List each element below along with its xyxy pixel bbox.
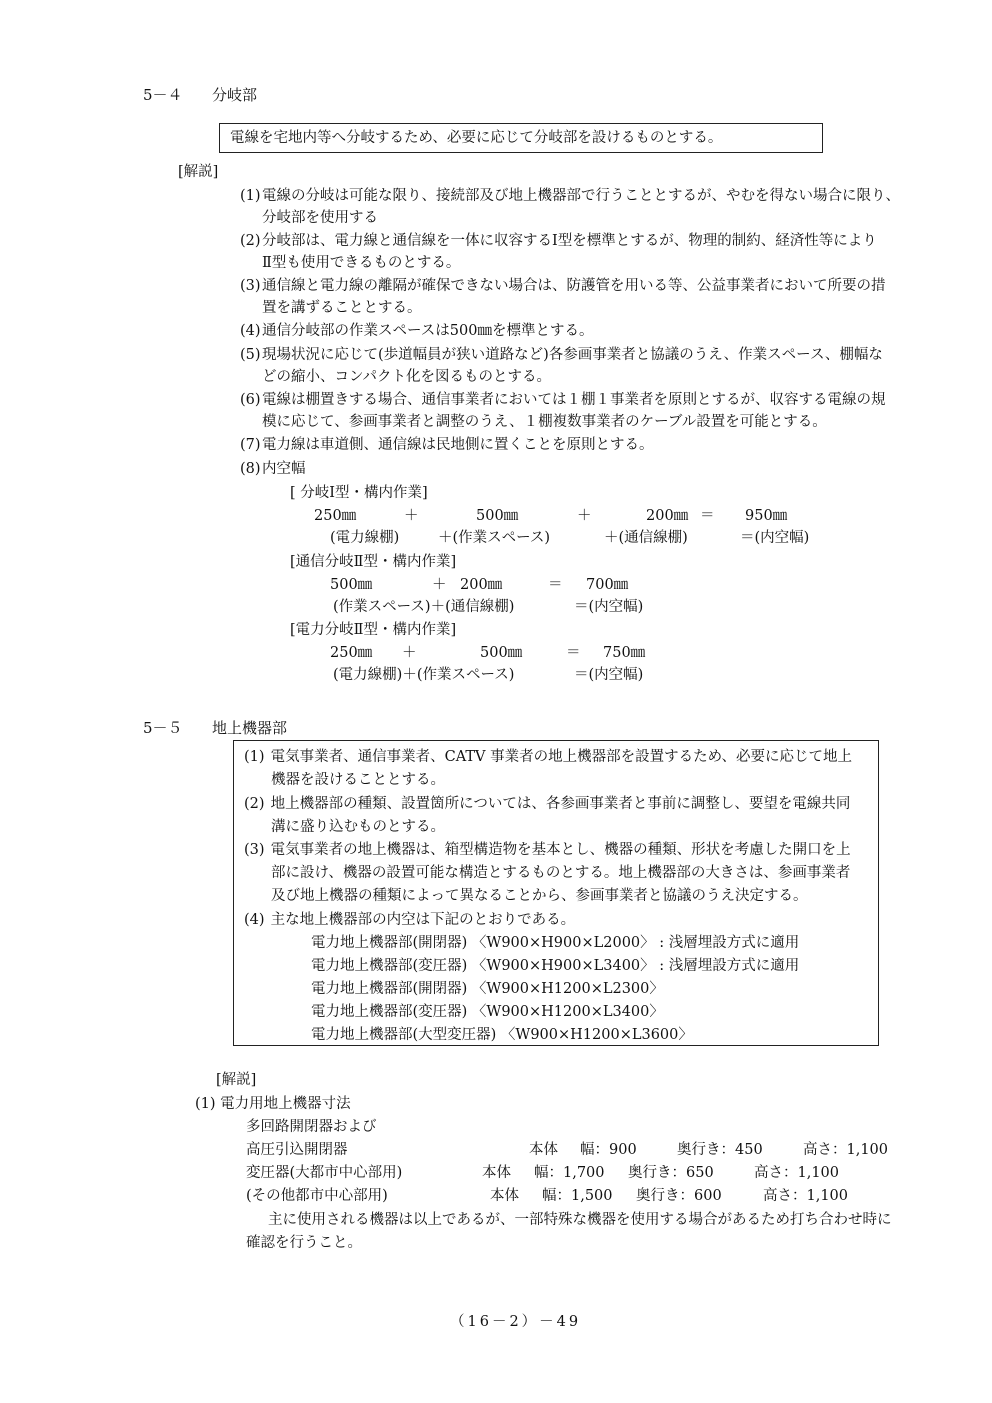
body-label: 本体 xyxy=(490,1188,519,1204)
calc-title: [ 分岐Ⅰ型・構内作業] xyxy=(290,485,428,501)
width-value: 幅：1,500 xyxy=(542,1188,613,1204)
calc-title: [電力分岐Ⅱ型・構内作業] xyxy=(290,622,457,638)
list-item-cont: 置を講ずることとする。 xyxy=(262,300,422,316)
body-label: 本体 xyxy=(482,1165,511,1181)
list-item: (1) 電気事業者、通信事業者、CATV 事業者の地上機器部を設置するため、必要に応じて地上 xyxy=(244,749,853,765)
calc-equals: ＝ xyxy=(566,645,581,661)
list-item-cont: 模に応じて、参画事業者と調整のうえ、１棚複数事業者のケーブル設置を可能とする。 xyxy=(262,414,827,430)
calc-equals: ＝ xyxy=(700,508,715,524)
note-text: 主に使用される機器は以上であるが、一部特殊な機器を使用する場合があるため打ち合わせ時に xyxy=(268,1212,892,1228)
body-label: 本体 xyxy=(529,1142,558,1158)
calc-value: 200㎜ xyxy=(460,577,503,593)
height-value: 高さ：1,100 xyxy=(803,1142,889,1158)
depth-value: 奥行き：450 xyxy=(677,1142,763,1158)
equipment-spec: 電力地上機器部(開閉器) 〈W900×H900×L2000〉 : 浅層埋設方式に適用 xyxy=(311,935,800,951)
calc-operator: ＋ xyxy=(404,508,419,524)
list-item: (8)内空幅 xyxy=(240,461,306,477)
calc-value: 500㎜ xyxy=(476,508,519,524)
calc-value: 250㎜ xyxy=(330,645,373,661)
equipment-name: 高圧引込開閉器 xyxy=(246,1142,348,1158)
calc-desc: ＝(内空幅) xyxy=(574,599,644,615)
width-value: 幅：1,700 xyxy=(534,1165,605,1181)
list-item: (4)通信分岐部の作業スペースは500㎜を標準とする。 xyxy=(240,323,594,339)
principle-box-5-5 xyxy=(233,740,879,1046)
list-item: (2) 地上機器部の種類、設置箇所については、各参画事業者と事前に調整し、要望を電線共同 xyxy=(244,796,851,812)
calc-value: 200㎜ xyxy=(646,508,689,524)
section-number-5-4: 5－４ xyxy=(143,86,183,104)
list-item: (5)現場状況に応じて(歩道幅員が狭い道路など)各参画事業者と協議のうえ、作業スペース、棚幅な xyxy=(240,347,883,363)
calc-value: 500㎜ xyxy=(330,577,373,593)
width-value: 幅：900 xyxy=(580,1142,637,1158)
equipment-spec: 電力地上機器部(変圧器) 〈W900×H900×L3400〉 : 浅層埋設方式に適用 xyxy=(311,958,800,974)
calc-result: 700㎜ xyxy=(586,577,629,593)
section-number-5-5: 5－５ xyxy=(143,719,183,737)
dimensions-title: (1) 電力用地上機器寸法 xyxy=(195,1096,351,1112)
dimensions-subtitle: 多回路開閉器および xyxy=(246,1119,377,1135)
principle-text: 電線を宅地内等へ分岐するため、必要に応じて分岐部を設けるものとする。 xyxy=(230,130,723,146)
calc-value: 250㎜ xyxy=(314,508,357,524)
calc-result: 750㎜ xyxy=(603,645,646,661)
section-title-branch: 分岐部 xyxy=(212,86,258,104)
kaisetsu-label: [解説] xyxy=(216,1072,257,1088)
list-item: (3)通信線と電力線の離隔が確保できない場合は、防護管を用いる等、公益事業者において所要の措 xyxy=(240,278,886,294)
calc-desc: (作業スペース)＋(通信線棚) xyxy=(333,599,515,615)
calc-title: [通信分岐Ⅱ型・構内作業] xyxy=(290,554,457,570)
list-item-cont: 及び地上機器の種類によって異なることから、参画事業者と協議のうえ決定する。 xyxy=(271,888,808,904)
height-value: 高さ：1,100 xyxy=(763,1188,849,1204)
kaisetsu-label: [解説] xyxy=(178,164,219,180)
principle-box-5-4 xyxy=(219,123,823,153)
calc-desc: ＝(内空幅) xyxy=(574,667,644,683)
equipment-spec: 電力地上機器部(大型変圧器) 〈W900×H1200×L3600〉 xyxy=(311,1027,693,1043)
list-item: (4) 主な地上機器部の内空は下記のとおりである。 xyxy=(244,912,576,928)
list-item: (3) 電気事業者の地上機器は、箱型構造物を基本とし、機器の種類、形状を考慮した開口を上 xyxy=(244,842,851,858)
equipment-name: 変圧器(大都市中心部用) xyxy=(246,1165,403,1181)
depth-value: 奥行き：600 xyxy=(636,1188,722,1204)
calc-desc: (電力線棚) xyxy=(330,530,400,546)
height-value: 高さ：1,100 xyxy=(754,1165,840,1181)
calc-desc: ＋(作業スペース) xyxy=(438,530,551,546)
list-item: (7)電力線は車道側、通信線は民地側に置くことを原則とする。 xyxy=(240,437,654,453)
equipment-spec: 電力地上機器部(開閉器) 〈W900×H1200×L2300〉 xyxy=(311,981,664,997)
list-item: (6)電線は棚置きする場合、通信事業者においては１棚１事業者を原則とするが、収容する電線の規 xyxy=(240,392,886,408)
list-item-cont: 機器を設けることとする。 xyxy=(271,772,445,788)
depth-value: 奥行き：650 xyxy=(628,1165,714,1181)
list-item: (1)電線の分岐は可能な限り、接続部及び地上機器部で行うこととするが、やむを得ない場合に限り、 xyxy=(240,188,900,204)
calc-operator: ＋ xyxy=(402,645,417,661)
equipment-name: (その他都市中心部用) xyxy=(246,1188,388,1204)
note-text-cont: 確認を行うこと。 xyxy=(246,1235,362,1251)
calc-desc: (電力線棚)＋(作業スペース) xyxy=(333,667,515,683)
list-item-cont: Ⅱ型も使用できるものとする。 xyxy=(262,255,461,271)
calc-operator: ＋ xyxy=(577,508,592,524)
calc-equals: ＝ xyxy=(548,577,563,593)
equipment-spec: 電力地上機器部(変圧器) 〈W900×H1200×L3400〉 xyxy=(311,1004,664,1020)
calc-result: 950㎜ xyxy=(745,508,788,524)
calc-value: 500㎜ xyxy=(480,645,523,661)
calc-operator: ＋ xyxy=(432,577,447,593)
list-item: (2)分岐部は、電力線と通信線を一体に収容するⅠ型を標準とするが、物理的制約、経済性等により xyxy=(240,233,877,249)
list-item-cont: 分岐部を使用する xyxy=(262,210,378,226)
list-item-cont: 部に設け、機器の設置可能な構造とするものとする。地上機器部の大きさは、参画事業者 xyxy=(271,865,851,881)
section-title-ground-equipment: 地上機器部 xyxy=(212,719,288,737)
calc-desc: ＋(通信線棚) xyxy=(604,530,688,546)
list-item-cont: 溝に盛り込むものとする。 xyxy=(271,819,445,835)
page-number: （16－2）－49 xyxy=(450,1314,582,1330)
calc-desc: ＝(内空幅) xyxy=(740,530,810,546)
list-item-cont: どの縮小、コンパクト化を図るものとする。 xyxy=(262,369,551,385)
